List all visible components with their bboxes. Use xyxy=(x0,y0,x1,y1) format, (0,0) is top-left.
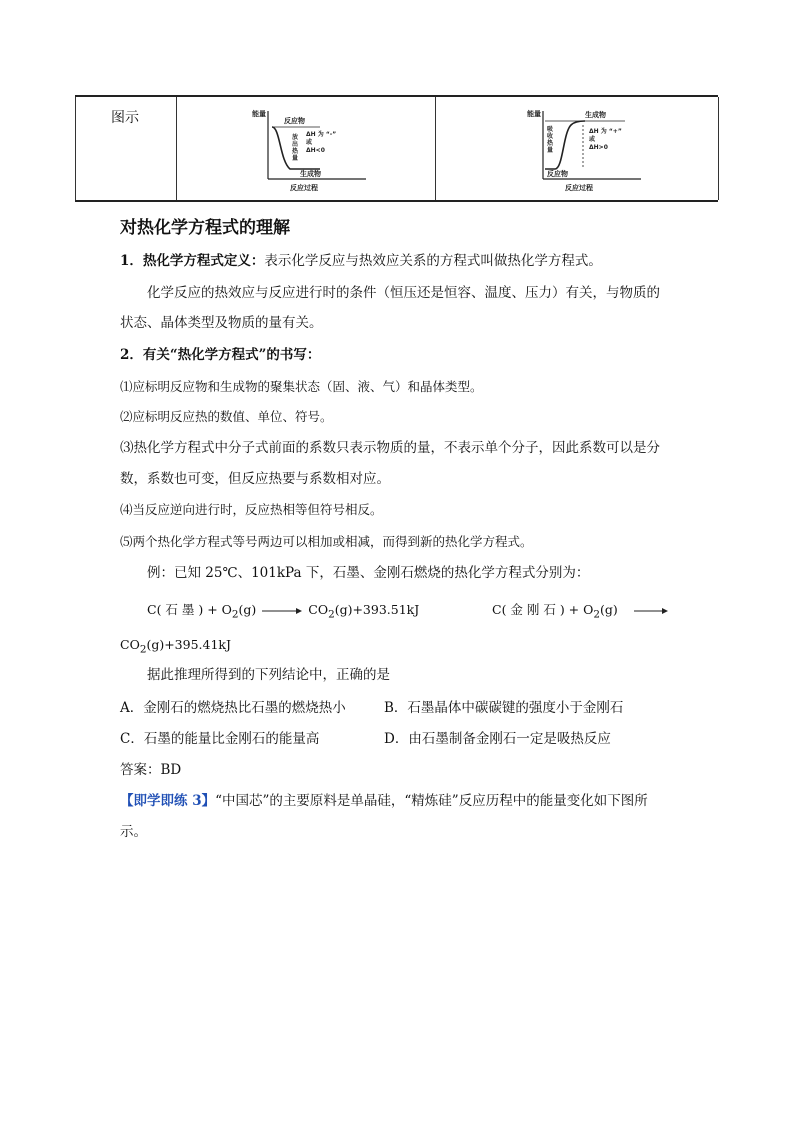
practice-line-1 xyxy=(120,793,648,809)
endo-dh-sign: ΔH 为 “+” xyxy=(589,128,622,135)
eq1-right-b: (g)+393.51kJ xyxy=(334,602,420,617)
question-text: 据此推理所得到的下列结论中，正确的是 xyxy=(147,667,390,683)
equation-diamond-product xyxy=(120,637,231,658)
rule-2: ⑵应标明反应热的数值、单位、符号。 xyxy=(120,409,333,424)
exo-process-label: 反应过程 xyxy=(290,184,318,192)
eq2-sub: 2 xyxy=(593,608,601,621)
section-heading: 对热化学方程式的理解 xyxy=(120,218,290,238)
endo-energy-label: 能量 xyxy=(527,110,541,118)
option-b: B．石墨晶体中碳碳键的强度小于金刚石 xyxy=(384,700,624,716)
definition-num: 1． xyxy=(120,253,143,269)
equation-diamond xyxy=(492,602,670,623)
definition-body: 表示化学反应与热效应关系的方程式叫做热化学方程式。 xyxy=(264,253,602,269)
endo-absorb-4: 量 xyxy=(547,147,554,154)
endo-absorb-2: 收 xyxy=(547,133,554,140)
paragraph-line-2: 状态、晶体类型及物质的量有关。 xyxy=(120,315,323,331)
reaction-arrow-icon xyxy=(634,607,668,615)
exo-product-label: 生成物 xyxy=(300,170,321,178)
endothermic-diagram xyxy=(525,103,655,195)
endo-process-label: 反应过程 xyxy=(565,184,593,192)
rule-1: ⑴应标明反应物和生成物的聚集状态（固、液、气）和晶体类型。 xyxy=(120,379,483,394)
exo-dh-sign: ΔH 为 “-” xyxy=(306,131,337,138)
eq2r-a: CO xyxy=(120,637,140,652)
section-2-title: 2．有关“热化学方程式”的书写： xyxy=(120,347,321,363)
exo-dh-ineq: ΔH<0 xyxy=(306,147,325,154)
endo-absorb-3: 热 xyxy=(547,140,554,147)
eq1-right-sub: 2 xyxy=(328,608,335,621)
exo-release-1: 放 xyxy=(292,134,299,141)
example-intro: 例：已知 25℃、101kPa 下，石墨、金刚石燃烧的热化学方程式分别为： xyxy=(147,565,590,581)
practice-text-1: “中国芯”的主要原料是单晶硅，“精炼硅”反应历程中的能量变化如下图所 xyxy=(215,793,648,809)
paragraph-line-1: 化学反应的热效应与反应进行时的条件（恒压还是恒容、温度、压力）有关，与物质的 xyxy=(147,285,660,301)
exo-release-3: 热 xyxy=(292,148,299,155)
endo-dh-ineq: ΔH>0 xyxy=(589,144,608,151)
exothermic-diagram xyxy=(250,103,380,195)
rule-3-line-2: 数，系数也可变，但反应热要与系数相对应。 xyxy=(120,471,390,487)
option-a: A．金刚石的燃烧热比石墨的燃烧热小 xyxy=(120,700,346,716)
practice-tag: 【即学即练 3】 xyxy=(120,793,216,809)
eq2r-sub: 2 xyxy=(139,643,147,656)
endo-absorb-1: 吸 xyxy=(547,126,554,133)
endo-reactant-label: 反应物 xyxy=(547,170,568,178)
exo-release-4: 量 xyxy=(292,155,299,162)
rule-4: ⑷当反应逆向进行时，反应热相等但符号相反。 xyxy=(120,502,383,517)
definition-line xyxy=(120,253,602,269)
rule-5: ⑸两个热化学方程式等号两边可以相加或相减，而得到新的热化学方程式。 xyxy=(120,534,533,549)
reaction-arrow-icon xyxy=(262,607,302,615)
rule-3-line-1: ⑶热化学方程式中分子式前面的系数只表示物质的量，不表示单个分子，因此系数可以是分 xyxy=(120,440,660,456)
eq2r-b: (g)+395.41kJ xyxy=(146,637,231,652)
exo-energy-label: 能量 xyxy=(252,110,266,118)
option-c: C．石墨的能量比金刚石的能量高 xyxy=(120,731,320,747)
illustration-table xyxy=(75,95,718,202)
practice-line-2: 示。 xyxy=(120,824,147,840)
eq2-left: C( 金 刚 石 ) + O xyxy=(492,602,594,617)
answer-text: 答案：BD xyxy=(120,762,182,778)
exo-reactant-label: 反应物 xyxy=(284,117,305,125)
equation-graphite xyxy=(147,602,419,623)
eq1-left: C( 石 墨 ) + O xyxy=(147,602,232,617)
endo-product-label: 生成物 xyxy=(585,111,606,119)
eq2-mid: (g) xyxy=(600,602,618,617)
eq1-right-a: CO xyxy=(308,602,329,617)
eq1-sub: 2 xyxy=(231,608,239,621)
definition-title: 热化学方程式定义： xyxy=(142,253,265,269)
table-label: 图示 xyxy=(111,110,139,126)
eq1-mid: (g) xyxy=(238,602,257,617)
exo-or: 或 xyxy=(306,139,313,146)
option-d: D．由石墨制备金刚石一定是吸热反应 xyxy=(384,731,611,747)
exo-release-2: 出 xyxy=(292,141,299,148)
endo-or: 或 xyxy=(589,136,596,143)
